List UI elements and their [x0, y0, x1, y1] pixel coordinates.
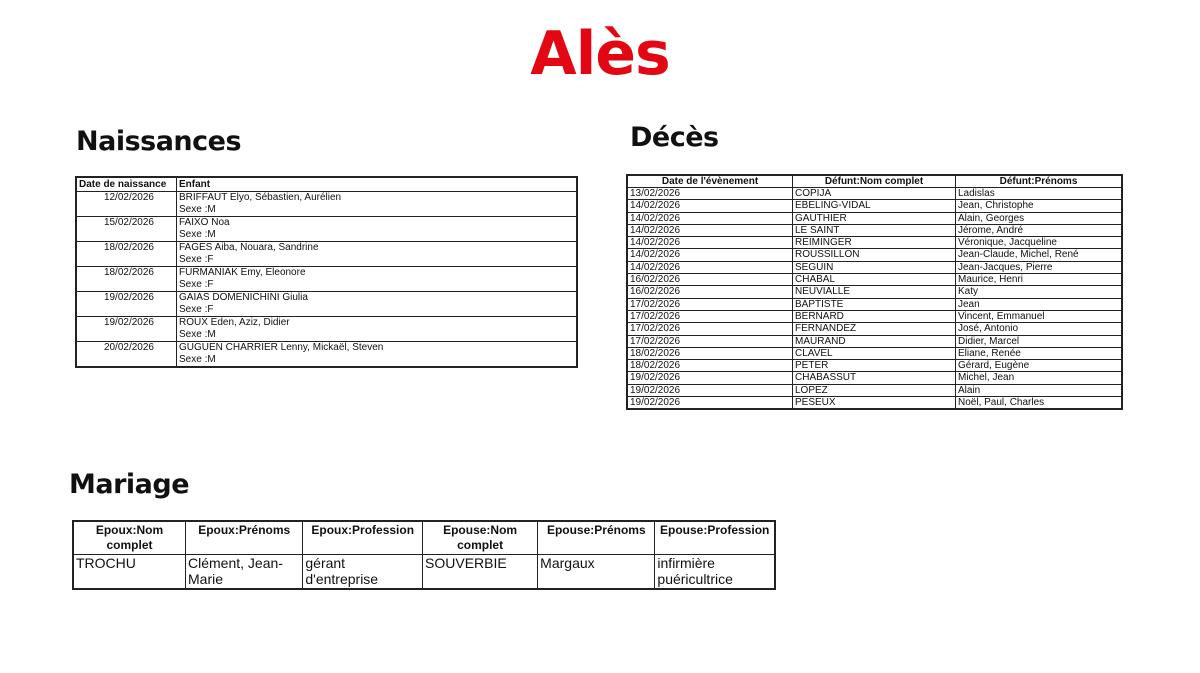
deceased-name-cell: LE SAINT: [793, 224, 956, 236]
mariage-cell: TROCHU: [73, 555, 186, 590]
deceased-name-cell: GAUTHIER: [793, 212, 956, 224]
table-row: [76, 279, 577, 292]
column-header: Défunt:Prénoms: [956, 175, 1123, 188]
deceased-name-cell: CLAVEL: [793, 347, 956, 359]
deceased-firstnames-cell: Jean-Jacques, Pierre: [956, 261, 1123, 273]
event-date-cell: 14/02/2026: [627, 212, 793, 224]
child-name-cell: GAIAS DOMENICHINI Giulia: [177, 292, 578, 305]
table-row: [76, 342, 577, 355]
empty-cell: [76, 279, 177, 292]
deceased-name-cell: NEUVIALLE: [793, 286, 956, 298]
column-header: Epoux:Prénoms: [186, 521, 303, 555]
child-name-cell: GUGUEN CHARRIER Lenny, Mickaël, Steven: [177, 342, 578, 355]
table-row: [627, 188, 1122, 200]
table-row: [627, 347, 1122, 359]
table-row: [73, 555, 775, 590]
deceased-name-cell: CHABAL: [793, 274, 956, 286]
deceased-name-cell: LOPEZ: [793, 384, 956, 396]
table-row: [76, 354, 577, 367]
deceased-firstnames-cell: Ladislas: [956, 188, 1123, 200]
column-header: Epouse:Nom complet: [423, 521, 538, 555]
deceased-firstnames-cell: Maurice, Henri: [956, 274, 1123, 286]
birth-date-cell: 18/02/2026: [76, 242, 177, 255]
mariage-table: [72, 520, 776, 590]
birth-date-cell: 15/02/2026: [76, 217, 177, 230]
column-header: Date de naissance: [76, 177, 177, 192]
empty-cell: [76, 329, 177, 342]
deceased-firstnames-cell: Jean: [956, 298, 1123, 310]
deceased-name-cell: MAURAND: [793, 335, 956, 347]
child-name-cell: ROUX Eden, Aziz, Didier: [177, 317, 578, 330]
table-row: [627, 261, 1122, 273]
deceased-name-cell: BAPTISTE: [793, 298, 956, 310]
event-date-cell: 19/02/2026: [627, 384, 793, 396]
table-row: [76, 317, 577, 330]
empty-cell: [76, 254, 177, 267]
child-sex-cell: Sexe :F: [177, 254, 578, 267]
deceased-name-cell: CHABASSUT: [793, 372, 956, 384]
deceased-firstnames-cell: Véronique, Jacqueline: [956, 237, 1123, 249]
column-header: Epouse:Prénoms: [538, 521, 655, 555]
deceased-firstnames-cell: Eliane, Renée: [956, 347, 1123, 359]
deceased-firstnames-cell: Alain, Georges: [956, 212, 1123, 224]
child-name-cell: BRIFFAUT Elyo, Sébastien, Aurélien: [177, 192, 578, 205]
column-header: Enfant: [177, 177, 578, 192]
deceased-firstnames-cell: Vincent, Emmanuel: [956, 310, 1123, 322]
deceased-firstnames-cell: Gérard, Eugène: [956, 360, 1123, 372]
deceased-name-cell: SEGUIN: [793, 261, 956, 273]
table-row: [627, 323, 1122, 335]
table-row: [627, 200, 1122, 212]
child-name-cell: FAIXO Noa: [177, 217, 578, 230]
deceased-firstnames-cell: Michel, Jean: [956, 372, 1123, 384]
event-date-cell: 14/02/2026: [627, 237, 793, 249]
table-row: [76, 192, 577, 205]
child-sex-cell: Sexe :M: [177, 229, 578, 242]
mariage-cell: infirmière puéricultrice: [655, 555, 775, 590]
event-date-cell: 17/02/2026: [627, 298, 793, 310]
column-header: Epoux:Profession: [303, 521, 423, 555]
event-date-cell: 18/02/2026: [627, 347, 793, 359]
table-row: [627, 360, 1122, 372]
column-header: Epoux:Nom complet: [73, 521, 186, 555]
table-row: [76, 242, 577, 255]
event-date-cell: 16/02/2026: [627, 274, 793, 286]
event-date-cell: 14/02/2026: [627, 249, 793, 261]
event-date-cell: 13/02/2026: [627, 188, 793, 200]
deceased-name-cell: FERNANDEZ: [793, 323, 956, 335]
mariage-cell: gérant d'entreprise: [303, 555, 423, 590]
table-row: [627, 310, 1122, 322]
child-sex-cell: Sexe :F: [177, 304, 578, 317]
empty-cell: [76, 204, 177, 217]
event-date-cell: 18/02/2026: [627, 360, 793, 372]
deceased-firstnames-cell: Didier, Marcel: [956, 335, 1123, 347]
event-date-cell: 14/02/2026: [627, 200, 793, 212]
naissances-table: [75, 176, 578, 368]
mariage-cell: Margaux: [538, 555, 655, 590]
page-title: Alès: [530, 19, 670, 89]
event-date-cell: 14/02/2026: [627, 224, 793, 236]
table-row: [76, 204, 577, 217]
child-name-cell: FURMANIAK Emy, Eleonore: [177, 267, 578, 280]
deceased-name-cell: PESEUX: [793, 397, 956, 410]
child-sex-cell: Sexe :M: [177, 354, 578, 367]
deceased-name-cell: ROUSSILLON: [793, 249, 956, 261]
deceased-name-cell: EBELING-VIDAL: [793, 200, 956, 212]
deceased-name-cell: BERNARD: [793, 310, 956, 322]
column-header: Date de l'évènement: [627, 175, 793, 188]
deceased-firstnames-cell: Jean-Claude, Michel, René: [956, 249, 1123, 261]
deceased-name-cell: REIMINGER: [793, 237, 956, 249]
table-row: [627, 397, 1122, 410]
deceased-firstnames-cell: Jérome, André: [956, 224, 1123, 236]
deceased-firstnames-cell: Noël, Paul, Charles: [956, 397, 1123, 410]
table-row: [76, 329, 577, 342]
event-date-cell: 19/02/2026: [627, 397, 793, 410]
table-row: [627, 372, 1122, 384]
child-sex-cell: Sexe :F: [177, 279, 578, 292]
deces-table: [626, 174, 1123, 410]
table-row: [627, 249, 1122, 261]
empty-cell: [76, 354, 177, 367]
table-row: [627, 335, 1122, 347]
mariage-title: Mariage: [69, 469, 190, 500]
deceased-name-cell: COPIJA: [793, 188, 956, 200]
event-date-cell: 14/02/2026: [627, 261, 793, 273]
table-row: [76, 267, 577, 280]
birth-date-cell: 19/02/2026: [76, 292, 177, 305]
table-row: [76, 217, 577, 230]
table-row: [627, 212, 1122, 224]
table-row: [76, 229, 577, 242]
birth-date-cell: 19/02/2026: [76, 317, 177, 330]
event-date-cell: 17/02/2026: [627, 335, 793, 347]
deceased-firstnames-cell: Jean, Christophe: [956, 200, 1123, 212]
table-row: [627, 224, 1122, 236]
table-row: [76, 292, 577, 305]
birth-date-cell: 18/02/2026: [76, 267, 177, 280]
table-row: [76, 254, 577, 267]
event-date-cell: 19/02/2026: [627, 372, 793, 384]
table-row: [627, 384, 1122, 396]
birth-date-cell: 12/02/2026: [76, 192, 177, 205]
event-date-cell: 17/02/2026: [627, 310, 793, 322]
mariage-cell: Clément, Jean-Marie: [186, 555, 303, 590]
column-header: Défunt:Nom complet: [793, 175, 956, 188]
empty-cell: [76, 304, 177, 317]
empty-cell: [76, 229, 177, 242]
column-header: Epouse:Profession: [655, 521, 775, 555]
event-date-cell: 16/02/2026: [627, 286, 793, 298]
mariage-cell: SOUVERBIE: [423, 555, 538, 590]
deceased-name-cell: PETER: [793, 360, 956, 372]
table-row: [627, 237, 1122, 249]
deceased-firstnames-cell: Katy: [956, 286, 1123, 298]
table-row: [76, 304, 577, 317]
deces-title: Décès: [630, 122, 719, 153]
table-row: [627, 286, 1122, 298]
table-row: [627, 274, 1122, 286]
event-date-cell: 17/02/2026: [627, 323, 793, 335]
deceased-firstnames-cell: José, Antonio: [956, 323, 1123, 335]
child-sex-cell: Sexe :M: [177, 329, 578, 342]
deceased-firstnames-cell: Alain: [956, 384, 1123, 396]
birth-date-cell: 20/02/2026: [76, 342, 177, 355]
naissances-title: Naissances: [76, 126, 242, 157]
table-row: [627, 298, 1122, 310]
child-sex-cell: Sexe :M: [177, 204, 578, 217]
child-name-cell: FAGES Aiba, Nouara, Sandrine: [177, 242, 578, 255]
